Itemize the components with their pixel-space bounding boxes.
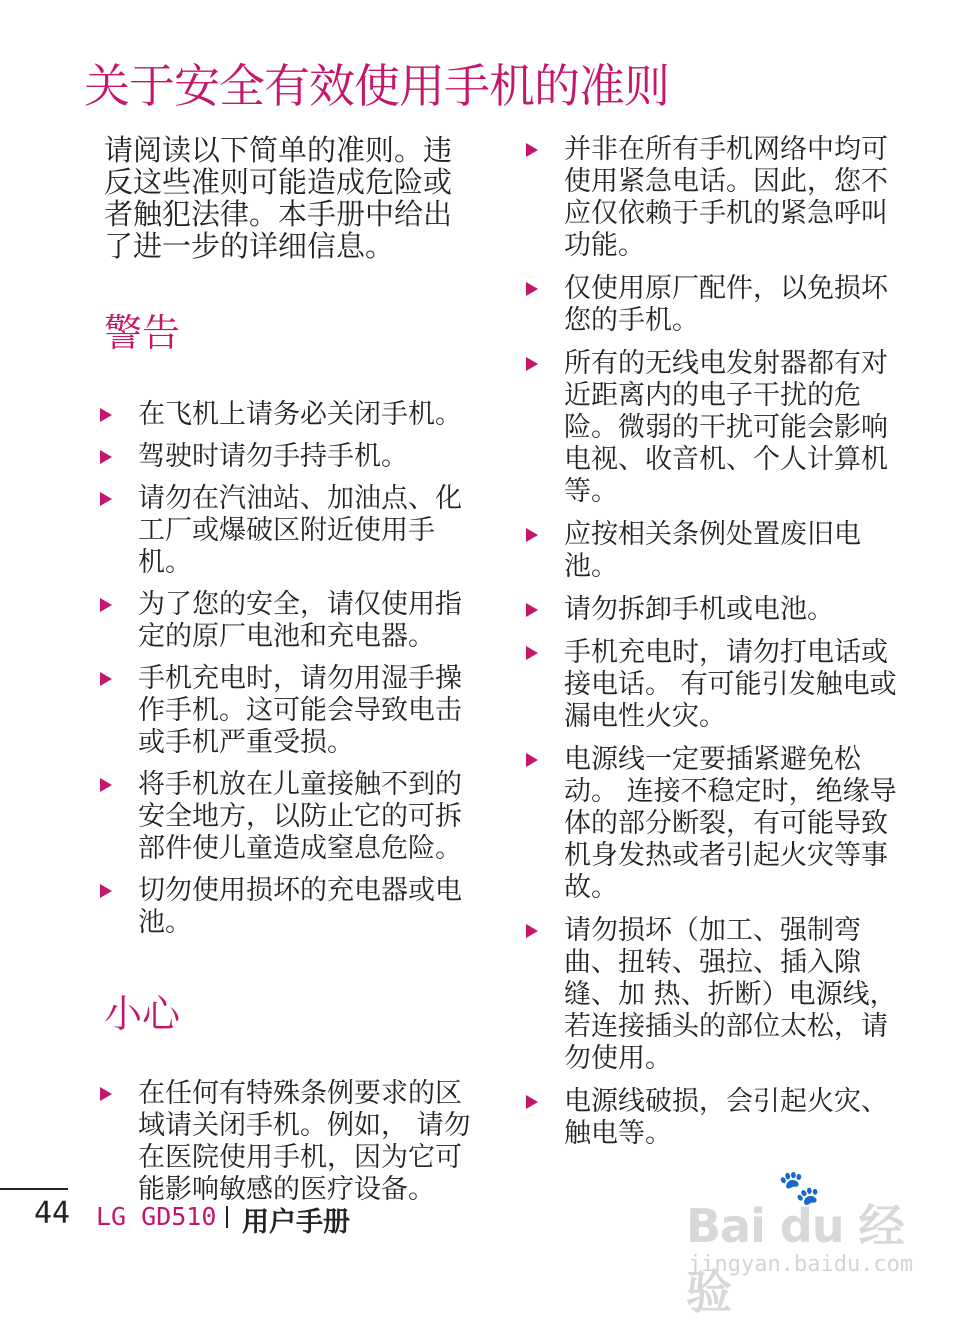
- list-item: [526, 348, 906, 508]
- triangle-bullet-icon: [526, 282, 538, 296]
- triangle-bullet-icon: [526, 143, 538, 157]
- watermark-logo: Bai du 经验: [686, 1199, 904, 1319]
- triangle-bullet-icon: [100, 598, 112, 612]
- list-item: [526, 744, 906, 904]
- triangle-bullet-icon: [100, 408, 112, 422]
- list-item-text: 所有的无线电发射器都有对近距离内的电子干扰的危险。微弱的干扰可能会影响电视、收音机、个人计算机等。: [564, 348, 888, 507]
- list-item: [100, 769, 474, 865]
- list-item: [526, 915, 906, 1075]
- list-item-text: 仅使用原厂配件，以免损坏您的手机。: [564, 273, 888, 336]
- baidu-watermark: [676, 1168, 916, 1319]
- footer-separator: [226, 1206, 228, 1228]
- left-column: [104, 134, 474, 1216]
- triangle-bullet-icon: [100, 450, 112, 464]
- list-item: [100, 483, 474, 579]
- list-item: [526, 519, 906, 583]
- caution-heading: 小心: [104, 992, 181, 1036]
- list-item-text: 驾驶时请勿手持手机。: [138, 441, 408, 472]
- warning-list: [100, 399, 474, 939]
- triangle-bullet-icon: [100, 672, 112, 686]
- list-item-text: 手机充电时，请勿打电话或接电话。 有可能引发触电或漏电性火灾。: [564, 637, 897, 732]
- list-item: [100, 875, 474, 939]
- right-column: [526, 134, 906, 1161]
- list-item: [526, 637, 906, 733]
- list-item: [100, 663, 474, 759]
- list-item-text: 将手机放在儿童接触不到的安全地方，以防止它的可拆部件使儿童造成窒息危险。: [138, 769, 462, 864]
- paw-icon: 🐾: [778, 1168, 821, 1208]
- triangle-bullet-icon: [526, 1095, 538, 1109]
- list-item-text: 请勿拆卸手机或电池。: [564, 594, 834, 625]
- footer-brand: LG GD510: [96, 1202, 217, 1231]
- footer-rule: [0, 1188, 68, 1190]
- page-title: 关于安全有效使用手机的准则: [84, 59, 669, 113]
- triangle-bullet-icon: [526, 603, 538, 617]
- list-item-text: 电源线破损，会引起火灾、触电等。: [564, 1086, 888, 1149]
- list-item: [100, 399, 474, 431]
- list-item-text: 应按相关条例处置废旧电池。: [564, 519, 861, 582]
- list-item: [526, 594, 906, 626]
- list-item: [100, 441, 474, 473]
- list-item: [100, 1078, 474, 1206]
- list-item-text: 手机充电时，请勿用湿手操作手机。这可能会导致电击或手机严重受损。: [138, 663, 462, 758]
- triangle-bullet-icon: [526, 528, 538, 542]
- triangle-bullet-icon: [526, 924, 538, 938]
- triangle-bullet-icon: [526, 357, 538, 371]
- caution-list: [100, 1078, 474, 1206]
- list-item-text: 电源线一定要插紧避免松动。 连接不稳定时，绝缘导体的部分断裂，有可能导致机身发热或者引起火灾等事故。: [564, 744, 897, 903]
- list-item-text: 切勿使用损坏的充电器或电池。: [138, 875, 462, 938]
- list-item-text: 在飞机上请务必关闭手机。: [138, 399, 462, 430]
- footer-doc-title: 用户手册: [242, 1207, 350, 1238]
- list-item-text: 为了您的安全，请仅使用指定的原厂电池和充电器。: [138, 589, 462, 652]
- list-item-text: 请勿在汽油站、加油点、化工厂或爆破区附近使用手机。: [138, 483, 462, 578]
- watermark-url: jingyan.baidu.com: [688, 1252, 914, 1277]
- list-item-text: 在任何有特殊条例要求的区域请关闭手机。例如， 请勿在医院使用手机，因为它可能影响敏感的医疗设备。: [138, 1078, 471, 1205]
- page-number: 44: [34, 1196, 71, 1231]
- right-list: [526, 134, 906, 1150]
- list-item: [526, 134, 906, 262]
- triangle-bullet-icon: [100, 492, 112, 506]
- warning-heading: 警告: [104, 311, 181, 355]
- triangle-bullet-icon: [100, 884, 112, 898]
- list-item-text: 并非在所有手机网络中均可使用紧急电话。因此，您不应仅依赖于手机的紧急呼叫功能。: [564, 134, 888, 261]
- triangle-bullet-icon: [526, 753, 538, 767]
- list-item: [526, 273, 906, 337]
- triangle-bullet-icon: [100, 1087, 112, 1101]
- triangle-bullet-icon: [100, 778, 112, 792]
- triangle-bullet-icon: [526, 646, 538, 660]
- intro-paragraph: 请阅读以下简单的准则。违反这些准则可能造成危险或者触犯法律。本手册中给出了进一步的详细信息。: [104, 133, 453, 263]
- list-item: [526, 1086, 906, 1150]
- list-item-text: 请勿损坏（加工、强制弯曲、扭转、强拉、插入隙缝、加 热、折断）电源线，若连接插头的部位太松，请勿使用。: [564, 915, 897, 1074]
- list-item: [100, 589, 474, 653]
